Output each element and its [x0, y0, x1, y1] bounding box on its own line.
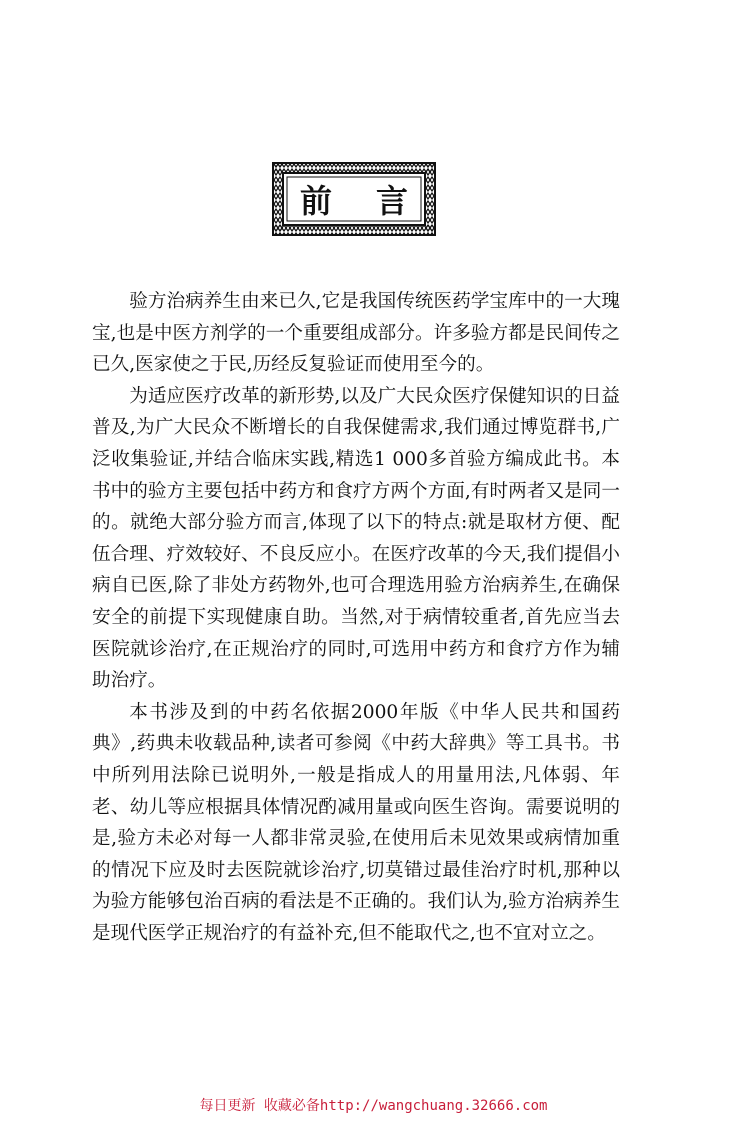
footer-watermark: 每日更新 收藏必备http://wangchuang.32666.com [199, 1098, 548, 1114]
preface-body [92, 286, 620, 949]
title-char-2: 言 [375, 182, 408, 220]
paragraph-1: 验方治病养生由来已久,它是我国传统医药学宝库中的一大瑰宝,也是中医方剂学的一个重要组成部分。许多验方都是民间传之已久,医家使之于民,历经反复验证而使用至今的。 [92, 291, 620, 376]
page-title [288, 176, 420, 222]
title-char-1: 前 [300, 182, 333, 220]
paragraph-2: 为适应医疗改革的新形势,以及广大民众医疗保健知识的日益普及,为广大民众不断增长的自我保健需求,我们通过博览群书,广泛收集验证,并结合临床实践,精选1 000多首验方编成此书。本书中的验方主要包括中药方和食疗方两个方面,有时两者又是同一的。就绝大部分验方而言,体现了以下的特点:就是取材方便、配伍合理、疗效较好、不良反应小。在医疗改革的今天,我们提倡小病自已医,除了非处方药物外,也可合理选用验方治病养生,在确保安全的前提下实现健康自助。当然,对于病情较重者,首先应当去医院就诊治疗,在正规治疗的同时,可选用中药方和食疗方作为辅助治疗。 [92, 385, 620, 692]
title-frame [270, 160, 438, 238]
paragraph-3: 本书涉及到的中药名依据2000年版《中华人民共和国药典》,药典未收载品种,读者可参阅《中药大辞典》等工具书。书中所列用法除已说明外,一般是指成人的用量用法,凡体弱、年老、幼儿等应根据具体情况酌减用量或向医生咨询。需要说明的是,验方未必对每一人都非常灵验,在使用后未见效果或病情加重的情况下应及时去医院就诊治疗,切莫错过最佳治疗时机,那种以为验方能够包治百病的看法是不正确的。我们认为,验方治病养生是现代医学正规治疗的有益补充,但不能取代之,也不宜对立之。 [92, 701, 620, 944]
